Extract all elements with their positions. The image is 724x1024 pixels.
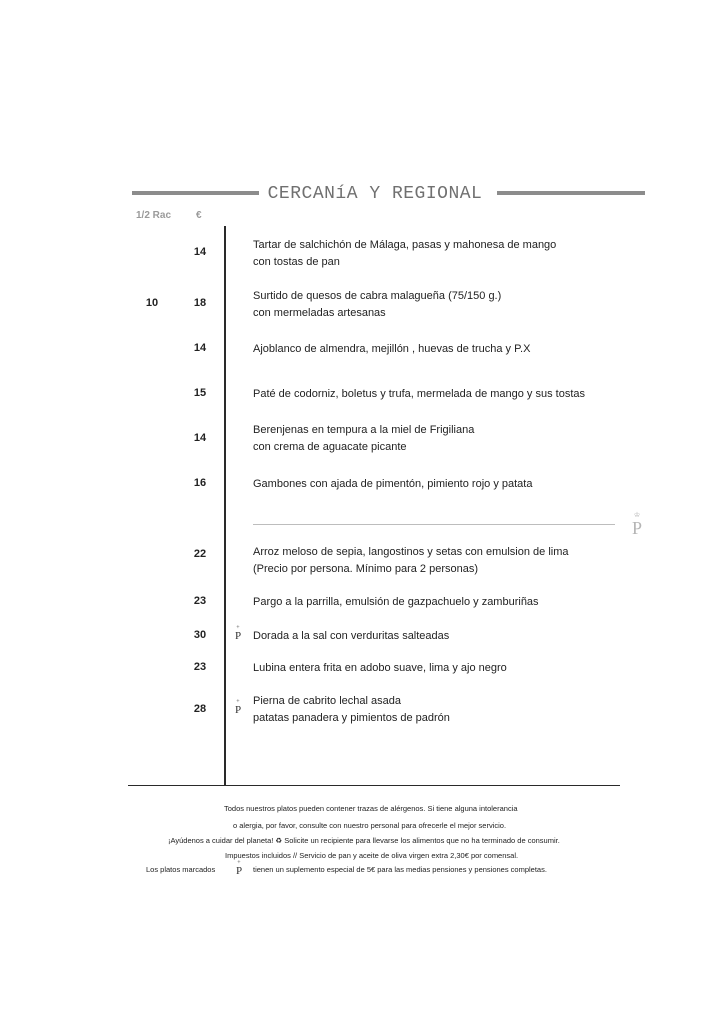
dish-description	[253, 693, 623, 726]
dish-line: Pargo a la parrilla, emulsión de gazpachuelo y zamburiñas	[253, 596, 539, 608]
dish-price: 23	[193, 661, 207, 673]
dish-description	[253, 544, 623, 577]
half-portion-header: 1/2 Rac	[136, 210, 172, 221]
dish-line: patatas panadera y pimientos de padrón	[253, 711, 450, 724]
currency-header: €	[196, 210, 202, 221]
dish-description	[253, 422, 623, 455]
footer-allergen-note-2: o alergia, por favor, consulte con nuestro personal para ofrecerle el mejor servicio.	[233, 821, 507, 830]
dish-price: 18	[193, 297, 207, 309]
dish-description	[253, 237, 623, 270]
dish-line: con tostas de pan	[253, 255, 340, 268]
title-rule-left	[132, 191, 259, 195]
dish-price: 23	[193, 595, 207, 607]
dish-line: Surtido de quesos de cabra malagueña (75/150 g.)	[253, 290, 502, 302]
bottom-rule	[128, 785, 620, 786]
dish-line: (Precio por persona. Mínimo para 2 personas)	[253, 562, 478, 575]
dish-description	[253, 628, 623, 645]
dish-line: con crema de aguacate picante	[253, 440, 407, 453]
dish-line: Gambones con ajada de pimentón, pimiento rojo y patata	[253, 478, 533, 490]
dish-price: 14	[193, 342, 207, 354]
dish-line: Lubina entera frita en adobo suave, lima y ajo negro	[253, 662, 507, 674]
footer-supplement-mark-icon: + P	[235, 860, 243, 877]
section-divider	[253, 524, 615, 525]
supplement-mark-icon: + P	[234, 625, 242, 642]
dish-line: Tartar de salchichón de Málaga, pasas y mahonesa de mango	[253, 239, 557, 251]
dish-description	[253, 288, 623, 321]
dish-description	[253, 660, 623, 677]
dish-line: Berenjenas en tempura a la miel de Frigiliana	[253, 424, 475, 436]
footer-allergen-note: Todos nuestros platos pueden contener trazas de alérgenos. Si tiene alguna intolerancia	[224, 804, 518, 813]
footer-taxes-note: Impuestos incluidos // Servicio de pan y aceite de oliva virgen extra 2,30€ por comensal.	[225, 851, 519, 860]
dish-description	[253, 386, 623, 403]
dish-price: 28	[193, 703, 207, 715]
dish-price: 16	[193, 477, 207, 489]
dish-line: Ajoblanco de almendra, mejillón , huevas de trucha y P.X	[253, 343, 531, 355]
dish-price: 14	[193, 432, 207, 444]
section-title: CERCANíA Y REGIONAL	[267, 184, 483, 204]
footer-marked-prefix: Los platos marcados	[146, 865, 216, 874]
dish-half-price: 10	[145, 297, 159, 309]
dish-price: 30	[193, 629, 207, 641]
dish-price: 15	[193, 387, 207, 399]
supplement-mark-icon: + P	[234, 699, 242, 716]
dish-price: 22	[193, 548, 207, 560]
dish-description	[253, 476, 623, 493]
dish-line: Arroz meloso de sepia, langostinos y setas con emulsion de lima	[253, 546, 569, 558]
dish-description	[253, 341, 623, 358]
dish-line: Dorada a la sal con verduritas salteadas	[253, 630, 450, 642]
brand-mark-icon: ♔ P	[631, 511, 642, 538]
title-rule-right	[497, 191, 645, 195]
dish-description	[253, 594, 623, 611]
footer-planet-note: ¡Ayúdenos a cuidar del planeta! ♻ Solicite un recipiente para llevarse los alimentos que no ha terminado de consumir.	[168, 836, 560, 845]
dish-line: Pierna de cabrito lechal asada	[253, 695, 401, 707]
column-divider	[224, 226, 226, 786]
dish-price: 14	[193, 246, 207, 258]
dish-line: con mermeladas artesanas	[253, 306, 386, 319]
footer-marked-suffix: tienen un suplemento especial de 5€ para las medias pensiones y pensiones completas.	[253, 865, 547, 874]
dish-line: Paté de codorniz, boletus y trufa, mermelada de mango y sus tostas	[253, 388, 586, 400]
